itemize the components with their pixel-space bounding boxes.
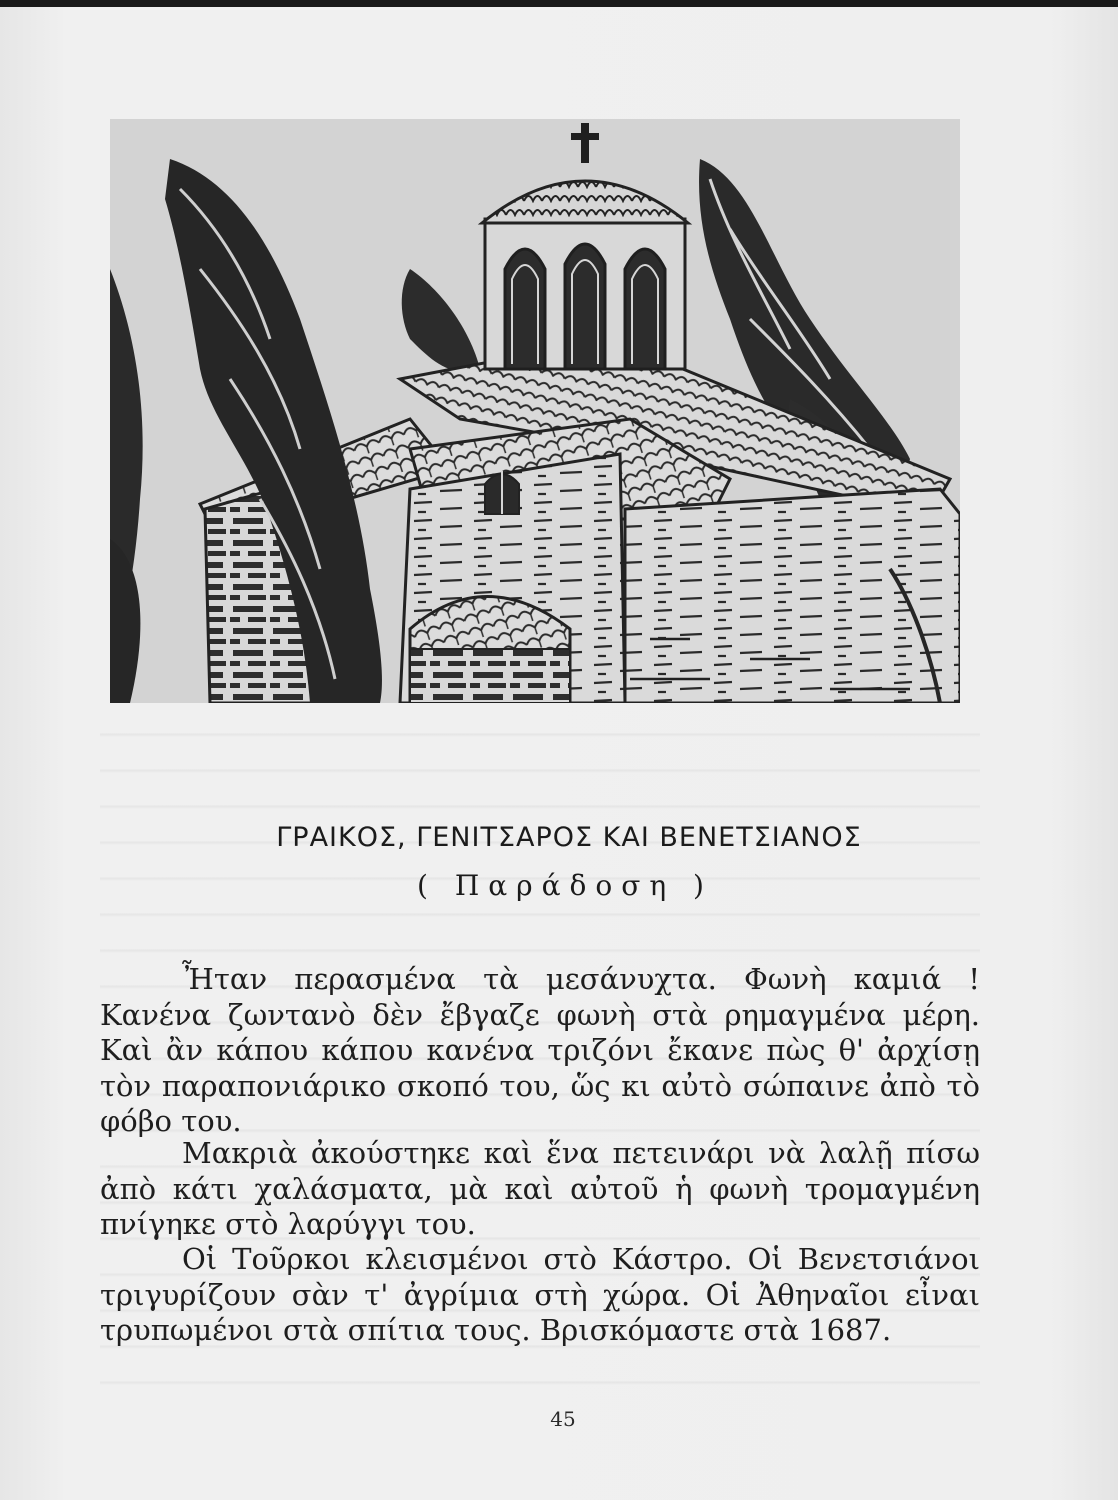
- paragraph-3: Οἱ Τοῦρκοι κλεισμένοι στὸ Κάστρο. Οἱ Βενετσιάνοι τριγυρίζουν σὰν τ' ἀγρίμια στὴ χώρα. Οἱ Ἀθηναῖοι εἶναι τρυπωμένοι στὰ σπίτια τους. Βρισκόμαστε στὰ 1687.: [100, 1242, 980, 1347]
- page-number: 45: [550, 1407, 576, 1431]
- scan-top-edge: [0, 0, 1118, 7]
- book-page: [0, 7, 1118, 1500]
- story-subtitle: ( Παράδοση ): [417, 869, 713, 902]
- story-title: ΓΡΑΙΚΟΣ, ΓΕΝΙΤΣΑΡΟΣ ΚΑΙ ΒΕΝΕΤΣΙΑΝΟΣ: [276, 822, 862, 853]
- paragraph-1: Ἦταν περασμένα τὰ μεσάνυχτα. Φωνὴ καμιά ! Κανένα ζωντανὸ δὲν ἔβγαζε φωνὴ στὰ ρημαγμένα μέρη. Καὶ ἂν κάπου κάπου κανένα τριζόνι ἔκανε πὼς θ' ἀρχίσῃ τὸν παραπονιάρικο σκοπό του, ὥς κι αὐτὸ σώπαινε ἀπὸ τὸ φόβο του.: [100, 962, 980, 1138]
- church-illustration: [110, 119, 960, 703]
- paragraph-2: Μακριὰ ἀκούστηκε καὶ ἕνα πετεινάρι νὰ λαλῇ πίσω ἀπὸ κάτι χαλάσματα, μὰ καὶ αὐτοῦ ἡ φωνὴ τρομαγμένη πνίγηκε στὸ λαρύγγι του.: [100, 1136, 980, 1241]
- woodcut-church-image: [110, 119, 960, 703]
- right-wall: [625, 489, 960, 703]
